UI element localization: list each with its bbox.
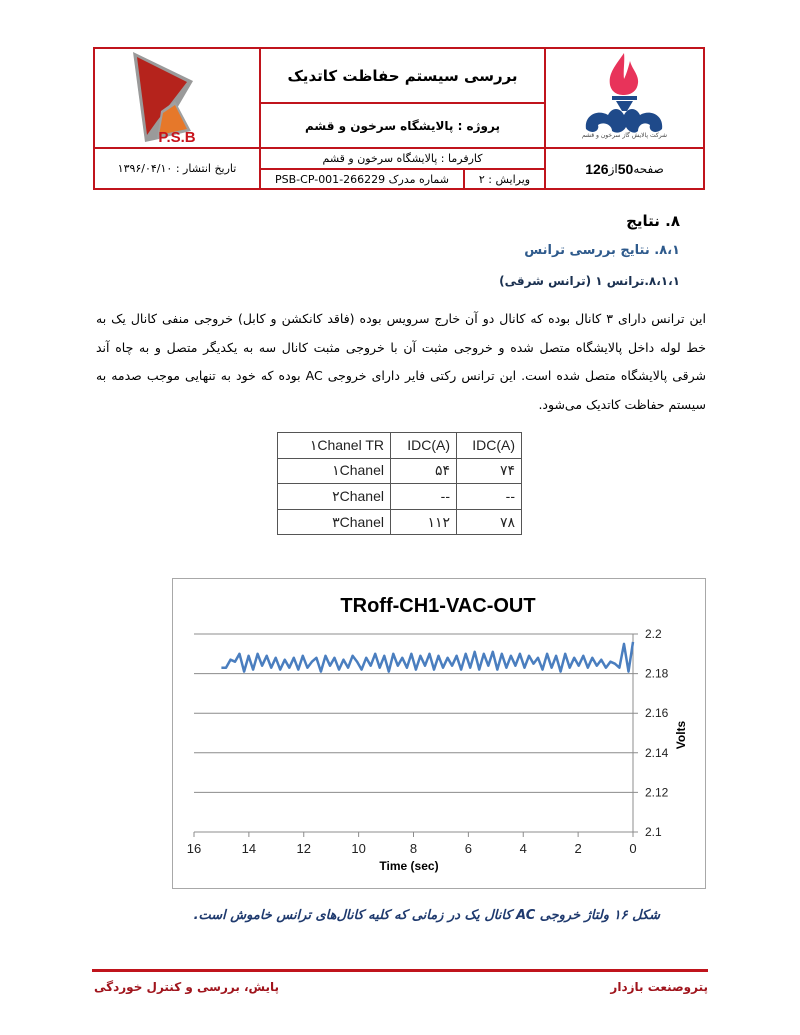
chart-canvas [173,579,705,888]
table-row [278,484,522,510]
table-header-cell: IDC(A) [457,433,522,459]
table-cell: ۵۴ [391,458,457,484]
x-tick-label: 8 [409,841,418,856]
revision: ویرایش : ۲ [478,172,531,186]
x-tick-label: 2 [574,841,582,856]
footer-company: پتروصنعت بازدار [610,980,708,994]
publish-date: تاریخ انتشار : ۱۳۹۶/۰۴/۱۰ [117,162,237,175]
document-header-table [93,47,705,190]
table-header-cell: IDC(A) [391,433,457,459]
channel-current-table [277,432,522,535]
table-cell: -- [391,484,457,510]
page-prefix: صفحه [633,161,664,176]
project-name: پروژه : پالایشگاه سرخون و قشم [305,118,500,133]
page-of: از [608,161,618,176]
x-tick-label: 10 [351,841,366,856]
employer-name: کارفرما : پالایشگاه سرخون و قشم [322,152,483,165]
table-cell: ۳Chanel [278,509,391,535]
company-logo-caption: شرکت پالایش گاز سرخون و قشم [581,132,668,139]
page-current: 50 [617,160,634,177]
subsubsection-heading: ۸،۱،۱.ترانس ۱ (ترانس شرقی) [499,274,680,288]
y-axis-label: Volts [674,720,688,750]
document-title: بررسی سیستم حفاظت کاتدیک [287,66,518,85]
table-cell: ۷۸ [457,509,522,535]
y-tick-label: 2.18 [645,666,669,681]
chart-title: TRoff-CH1-VAC-OUT [340,595,536,617]
table-header-cell: ۱Chanel TR [278,433,391,459]
page-total: 126 [585,160,609,177]
psb-logo [95,49,259,147]
x-tick-label: 16 [186,841,202,856]
table-header-row [278,433,522,459]
y-tick-label: 2.1 [645,825,662,839]
table-cell: ۱Chanel [278,458,391,484]
table-row [278,509,522,535]
document-number: شماره مدرک 266229-PSB-CP-001 [275,172,449,186]
footer-divider [92,969,708,972]
voltage-chart [172,578,706,889]
table-cell: ۷۴ [457,458,522,484]
footer-subject: پایش، بررسی و کنترل خوردگی [94,980,280,994]
x-axis-label: Time (sec) [379,859,439,873]
table-row [278,458,522,484]
table-cell: ۲Chanel [278,484,391,510]
x-tick-label: 14 [241,841,257,856]
psb-logo-text: P.S.B [158,129,196,146]
subsection-heading: ۸،۱. نتایج بررسی ترانس [524,243,680,258]
body-paragraph: این ترانس دارای ۳ کانال بوده که کانال دو آن خارج سرویس بوده (فاقد کانکشن و کابل) خروجی منفی کانال یک به خط لوله داخل پالایشگاه متصل شده و خروجی مثبت آن با خروجی مثبت کانال سه به یکدیگر متصل و به چاه آند شرقی پالایشگاه متصل شده است. این ترانس رکتی فایر دارای خروجی AC بوده که خود به تنهایی موجب صدمه به سیستم حفاظت کاتدیک می‌شود. [96,311,706,412]
y-tick-label: 2.2 [645,627,662,641]
table-cell: ۱۱۲ [391,509,457,535]
x-tick-label: 0 [629,841,637,856]
company-logo [546,49,703,147]
series-line [221,642,633,672]
figure-caption: شکل ۱۶ ولتاژ خروجی AC کانال یک در زمانی که کلیه کانال‌های ترانس خاموش است. [193,908,660,923]
y-tick-label: 2.16 [645,706,669,721]
y-tick-label: 2.14 [645,745,669,760]
page-number [546,149,703,188]
table-cell: -- [457,484,522,510]
x-tick-label: 6 [464,841,472,856]
section-heading: ۸. نتایج [626,212,680,230]
x-tick-label: 4 [519,841,527,856]
x-tick-label: 12 [296,841,311,856]
y-tick-label: 2.12 [645,785,669,800]
